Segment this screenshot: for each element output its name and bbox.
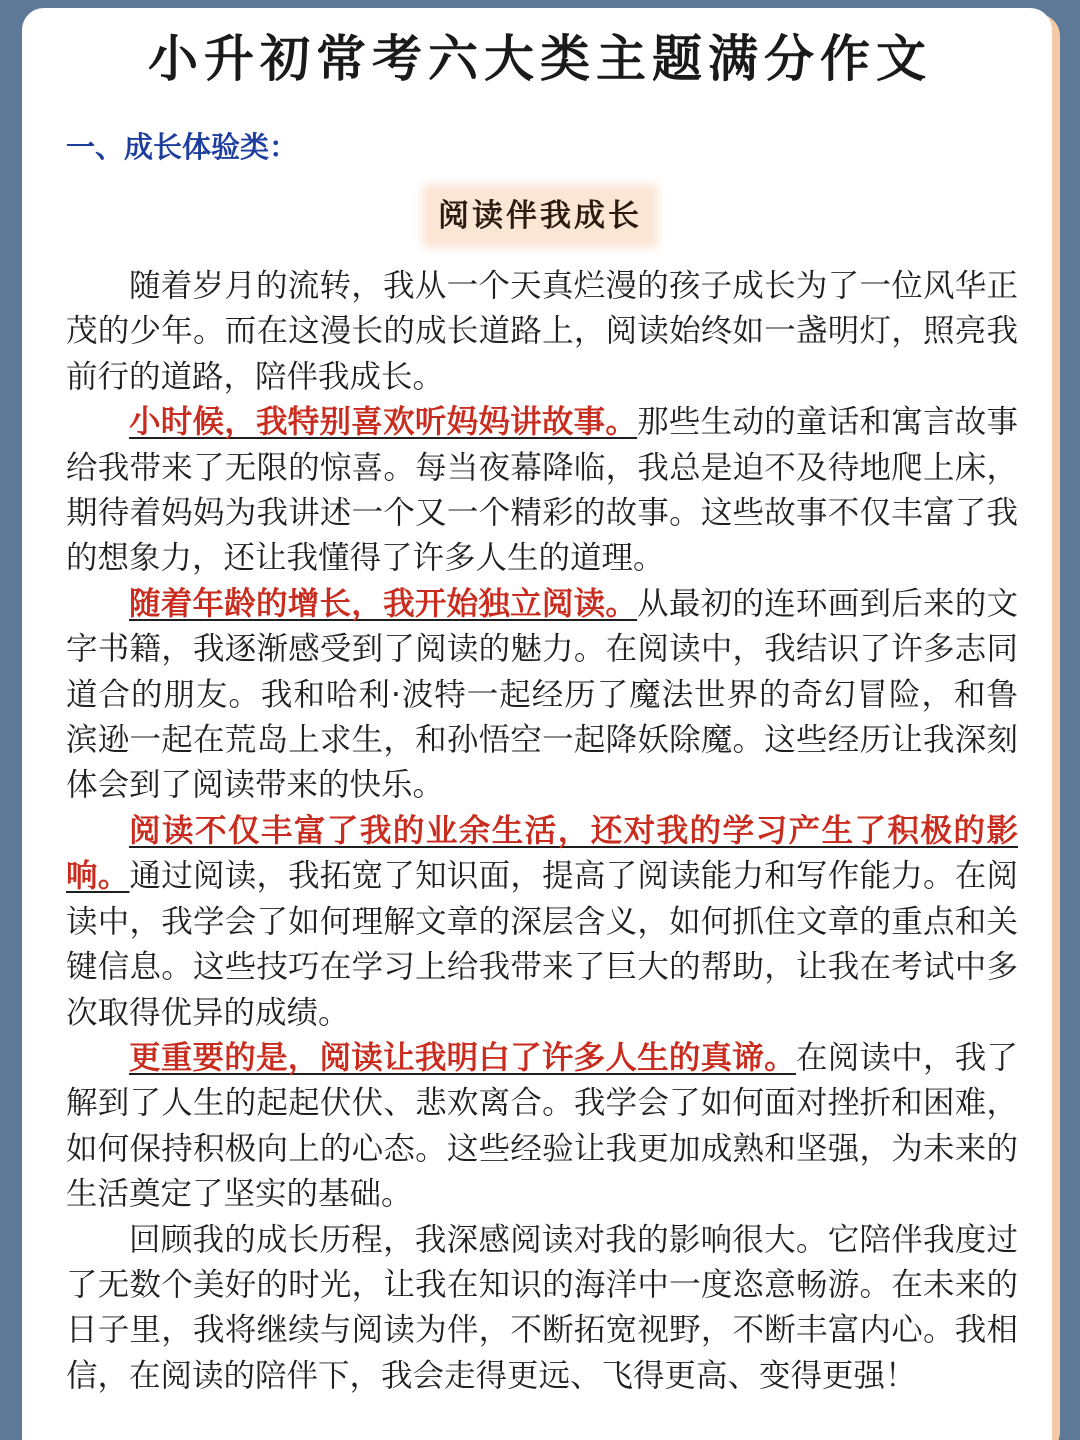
section-heading: 一、成长体验类： — [66, 130, 299, 164]
paragraph-text: 通过阅读，我拓宽了知识面，提高了阅读能力和写作能力。在阅读中，我学会了如何理解文章的深层含义，如何抓住文章的重点和关键信息。这些技巧在学习上给我带来了巨大的帮助，让我在考试中多次取得优异的成绩。 — [66, 858, 1018, 1031]
paragraph-text: 在阅读中，我了解到了人生的起起伏伏、悲欢离合。我学会了如何面对挫折和困难，如何保持积极向上的心态。这些经验让我更加成熟和坚强，为未来的生活奠定了坚实的基础。 — [66, 1039, 1018, 1213]
essay-body — [66, 264, 1018, 1399]
paragraph-text: 随着岁月的流转，我从一个天真烂漫的孩子成长为了一位风华正茂的少年。而在这漫长的成长道路上，阅读始终如一盏明灯，照亮我前行的道路，陪伴我成长。 — [66, 268, 1018, 395]
paragraph-text: 从最初的连环画到后来的文字书籍，我逐渐感受到了阅读的魅力。在阅读中，我结识了许多志同道合的朋友。我和哈利·波特一起经历了魔法世界的奇幻冒险，和鲁滨逊一起在荒岛上求生，和孙悟空一起降妖除魔。这些经历让我深刻体会到了阅读带来的快乐。 — [66, 585, 1018, 804]
essay-paragraph-5 — [66, 1036, 1018, 1218]
essay-paragraph-4 — [66, 809, 1018, 1036]
paragraph-text: 那些生动的童话和寓言故事给我带来了无限的惊喜。每当夜幕降临，我总是迫不及待地爬上床，期待着妈妈为我讲述一个又一个精彩的故事。这些故事不仅丰富了我的想象力，还让我懂得了许多人生的道理。 — [66, 404, 1018, 577]
document-title: 小升初常考六大类主题满分作文 — [148, 29, 932, 88]
paragraph-highlight: 小时候，我特别喜欢听妈妈讲故事。 — [129, 404, 638, 441]
paragraph-text: 回顾我的成长历程，我深感阅读对我的影响很大。它陪伴我度过了无数个美好的时光，让我在知识的海洋中一度恣意畅游。在未来的日子里，我将继续与阅读为伴，不断拓宽视野，不断丰富内心。我相信，在阅读的陪伴下，我会走得更远、飞得更高、变得更强！ — [66, 1221, 1018, 1394]
paragraph-highlight: 随着年龄的增长，我开始独立阅读。 — [129, 585, 638, 622]
essay-paragraph-6 — [66, 1218, 1018, 1400]
essay-paragraph-3 — [66, 582, 1018, 809]
essay-title-text: 阅读伴我成长 — [428, 190, 652, 242]
essay-paragraph-1 — [66, 264, 1018, 400]
essay-paragraph-2 — [66, 400, 1018, 582]
paragraph-highlight: 更重要的是，阅读让我明白了许多人生的真谛。 — [129, 1039, 796, 1076]
essay-title — [0, 190, 1080, 247]
paragraph-highlight: 阅读不仅丰富了我的业余生活，还对我的学习产生了积极的影响。 — [66, 812, 1018, 895]
